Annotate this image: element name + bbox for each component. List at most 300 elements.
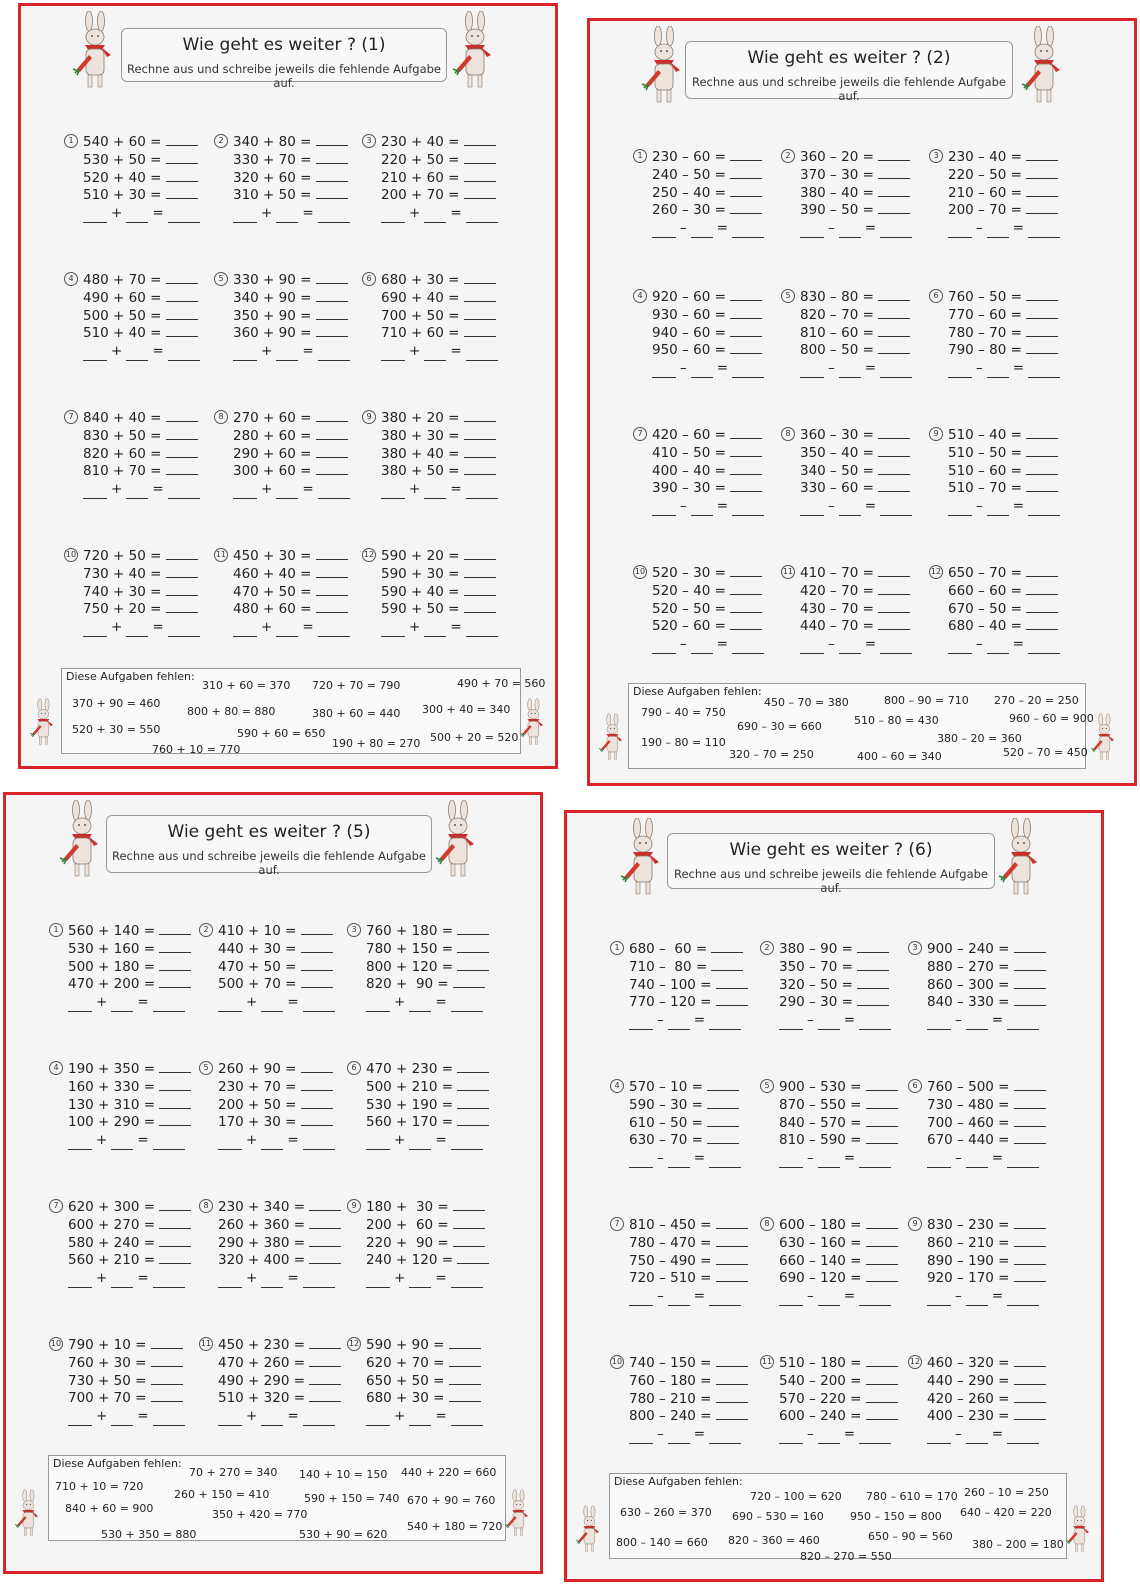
answer-blank[interactable] [301,1114,333,1126]
missing-task-row[interactable]: + = [68,1132,208,1150]
missing-task: 520 – 70 = 450 [1003,746,1088,759]
missing-task-row[interactable]: – = [779,1426,919,1444]
answer-blank[interactable] [151,1337,183,1349]
answer-blank[interactable] [301,959,333,971]
bunny-with-carrot-icon [1065,1503,1095,1555]
answer-blank[interactable] [151,1355,183,1367]
answer-blank[interactable] [866,1132,898,1144]
answer-blank[interactable] [166,308,198,320]
missing-task: 950 – 150 = 800 [850,1510,942,1523]
answer-blank[interactable] [457,1114,489,1126]
answer-blank[interactable] [878,427,910,439]
missing-tasks-label: Diese Aufgaben fehlen: [53,1457,182,1470]
exercise-line: 320 + 60 = [233,170,373,188]
missing-task-row[interactable]: + = [218,1270,358,1288]
circled-number-icon: 4 [610,1079,624,1093]
missing-task-row[interactable]: – = [948,360,1088,378]
answer-blank[interactable] [730,427,762,439]
answer-blank[interactable] [1014,1217,1046,1229]
answer-blank[interactable] [1014,1097,1046,1109]
answer-blank[interactable] [159,1217,191,1229]
exercise-line: 200 – 70 = [948,202,1088,220]
answer-blank[interactable] [316,548,348,560]
exercise-block [909,1355,1067,1444]
missing-task-row[interactable]: + = [233,343,373,361]
answer-blank[interactable] [730,583,762,595]
answer-blank[interactable] [857,977,889,989]
answer-blank[interactable] [159,1114,191,1126]
answer-blank[interactable] [1014,1355,1046,1367]
exercise-line: 590 – 30 = [629,1097,769,1115]
circled-number-icon: 4 [49,1061,63,1075]
exercise-line: 420 – 70 = [800,583,940,601]
answer-blank[interactable] [166,325,198,337]
answer-blank[interactable] [1014,1253,1046,1265]
answer-blank[interactable] [878,463,910,475]
answer-blank[interactable] [316,601,348,613]
answer-blank[interactable] [464,170,496,182]
answer-blank[interactable] [464,446,496,458]
missing-task-row[interactable]: + = [381,205,521,223]
answer-blank[interactable] [159,1252,191,1264]
answer-blank[interactable] [464,601,496,613]
missing-task-row[interactable]: – = [948,220,1088,238]
answer-blank[interactable] [730,202,762,214]
answer-blank[interactable] [1014,941,1046,953]
exercise-line: 440 + 30 = [218,941,358,959]
answer-blank[interactable] [166,152,198,164]
answer-blank[interactable] [1014,1115,1046,1127]
exercise-block [203,1199,358,1288]
answer-blank[interactable] [301,1097,333,1109]
answer-blank[interactable] [1026,601,1058,613]
answer-blank[interactable] [309,1235,341,1247]
answer-blank[interactable] [1014,1132,1046,1144]
answer-blank[interactable] [166,463,198,475]
missing-task-row[interactable]: – = [800,220,940,238]
answer-blank[interactable] [716,994,748,1006]
circled-number-icon: 7 [49,1199,63,1213]
answer-blank[interactable] [1014,959,1046,971]
answer-blank[interactable] [457,923,489,935]
missing-task-row[interactable]: + = [68,1270,208,1288]
answer-blank[interactable] [301,923,333,935]
answer-blank[interactable] [730,325,762,337]
exercise-line: 380 + 40 = [381,446,521,464]
answer-blank[interactable] [878,618,910,630]
sheet-title: Wie geht es weiter ? (1) [182,35,386,55]
answer-blank[interactable] [464,308,496,320]
exercise-line: 760 – 500 = [927,1079,1067,1097]
missing-task-row[interactable]: + = [218,994,358,1012]
answer-blank[interactable] [159,959,191,971]
answer-blank[interactable] [301,976,333,988]
answer-blank[interactable] [464,410,496,422]
answer-blank[interactable] [166,170,198,182]
answer-blank[interactable] [316,308,348,320]
exercise-line: 830 + 50 = [83,428,223,446]
answer-blank[interactable] [1026,325,1058,337]
missing-task-row[interactable]: + = [83,619,223,637]
answer-blank[interactable] [309,1217,341,1229]
answer-blank[interactable] [159,1079,191,1091]
exercise-line: 690 – 120 = [779,1270,919,1288]
answer-blank[interactable] [316,428,348,440]
answer-blank[interactable] [166,446,198,458]
exercise-block [203,1061,358,1150]
answer-blank[interactable] [457,959,489,971]
answer-blank[interactable] [716,1235,748,1247]
answer-blank[interactable] [316,410,348,422]
missing-task-row[interactable]: – = [652,636,792,654]
answer-blank[interactable] [1026,427,1058,439]
exercise-line: 800 – 50 = [800,342,940,360]
exercise-block [912,1217,1067,1306]
answer-blank[interactable] [309,1337,341,1349]
circled-number-icon: 2 [199,923,213,937]
answer-blank[interactable] [1014,1235,1046,1247]
answer-blank[interactable] [316,566,348,578]
answer-blank[interactable] [730,307,762,319]
answer-blank[interactable] [1014,1391,1046,1403]
missing-task-row[interactable]: – = [800,498,940,516]
answer-blank[interactable] [707,1132,739,1144]
answer-blank[interactable] [716,1253,748,1265]
answer-blank[interactable] [1026,618,1058,630]
exercise-line: 650 – 70 = [948,565,1088,583]
missing-task-row[interactable]: + = [218,1132,358,1150]
missing-task-row[interactable]: – = [800,636,940,654]
answer-blank[interactable] [716,1217,748,1229]
exercise-line: 770 – 120 = [629,994,769,1012]
missing-task-row[interactable]: + = [366,1408,506,1426]
exercise-line: 670 – 50 = [948,601,1088,619]
missing-task-row[interactable]: – = [629,1426,769,1444]
answer-blank[interactable] [166,566,198,578]
missing-task-row[interactable]: – = [779,1288,919,1306]
answer-blank[interactable] [878,202,910,214]
answer-blank[interactable] [1014,1373,1046,1385]
answer-blank[interactable] [464,187,496,199]
answer-blank[interactable] [878,445,910,457]
answer-blank[interactable] [464,428,496,440]
answer-blank[interactable] [857,941,889,953]
answer-blank[interactable] [1026,565,1058,577]
answer-blank[interactable] [866,1235,898,1247]
exercise-line: 380 + 30 = [381,428,521,446]
circled-number-icon: 5 [760,1079,774,1093]
answer-blank[interactable] [878,601,910,613]
answer-blank[interactable] [159,1097,191,1109]
answer-blank[interactable] [1014,1408,1046,1420]
answer-blank[interactable] [309,1252,341,1264]
answer-blank[interactable] [166,584,198,596]
missing-task: 270 – 20 = 250 [994,694,1079,707]
answer-blank[interactable] [730,601,762,613]
missing-task-row[interactable]: – = [629,1150,769,1168]
answer-blank[interactable] [464,325,496,337]
exercise-block [785,149,940,238]
missing-task-row[interactable]: – = [652,220,792,238]
answer-blank[interactable] [301,941,333,953]
answer-blank[interactable] [159,976,191,988]
missing-task: 630 – 260 = 370 [620,1506,712,1519]
answer-blank[interactable] [1026,445,1058,457]
answer-blank[interactable] [711,959,743,971]
missing-task-row[interactable]: – = [927,1012,1067,1030]
answer-blank[interactable] [464,584,496,596]
missing-task-row[interactable]: – = [652,360,792,378]
circled-number-icon: 6 [347,1061,361,1075]
answer-blank[interactable] [316,290,348,302]
answer-blank[interactable] [730,565,762,577]
bunny-with-carrot-icon [1020,26,1070,104]
answer-blank[interactable] [464,290,496,302]
answer-blank[interactable] [301,1061,333,1073]
exercise-line: 620 + 300 = [68,1199,208,1217]
missing-task-row[interactable]: + = [233,205,373,223]
answer-blank[interactable] [730,289,762,301]
exercise-block [351,923,506,1012]
answer-blank[interactable] [716,1270,748,1282]
answer-blank[interactable] [1026,342,1058,354]
answer-blank[interactable] [866,1270,898,1282]
missing-task-row[interactable]: – = [948,498,1088,516]
answer-blank[interactable] [1014,994,1046,1006]
answer-blank[interactable] [878,289,910,301]
answer-blank[interactable] [464,134,496,146]
answer-blank[interactable] [1014,1270,1046,1282]
missing-task-row[interactable]: – = [779,1150,919,1168]
missing-task-row[interactable]: + = [83,205,223,223]
answer-blank[interactable] [159,1235,191,1247]
answer-blank[interactable] [866,1355,898,1367]
answer-blank[interactable] [866,1097,898,1109]
answer-blank[interactable] [159,1061,191,1073]
answer-blank[interactable] [449,1355,481,1367]
answer-blank[interactable] [730,480,762,492]
missing-task-row[interactable]: + = [233,619,373,637]
answer-blank[interactable] [1026,149,1058,161]
answer-blank[interactable] [878,342,910,354]
exercise-line: 340 + 80 = [233,134,373,152]
answer-blank[interactable] [711,941,743,953]
exercise-line: 560 + 210 = [68,1252,208,1270]
answer-blank[interactable] [1026,185,1058,197]
answer-blank[interactable] [166,428,198,440]
answer-blank[interactable] [453,1199,485,1211]
answer-blank[interactable] [707,1079,739,1091]
missing-task-row[interactable]: + = [218,1408,358,1426]
answer-blank[interactable] [457,1252,489,1264]
missing-task-row[interactable]: – = [629,1012,769,1030]
answer-blank[interactable] [1026,289,1058,301]
answer-blank[interactable] [730,167,762,179]
answer-blank[interactable] [457,941,489,953]
answer-blank[interactable] [464,152,496,164]
missing-task-row[interactable]: + = [381,343,521,361]
missing-task-row[interactable]: – = [779,1012,919,1030]
answer-blank[interactable] [857,994,889,1006]
missing-task-row[interactable]: – = [927,1426,1067,1444]
missing-task-row[interactable]: – = [948,636,1088,654]
answer-blank[interactable] [316,463,348,475]
circled-number-icon: 5 [781,289,795,303]
exercise-line: 350 – 40 = [800,445,940,463]
answer-blank[interactable] [457,1061,489,1073]
answer-blank[interactable] [464,272,496,284]
answer-blank[interactable] [716,1373,748,1385]
answer-blank[interactable] [707,1115,739,1127]
answer-blank[interactable] [464,463,496,475]
answer-blank[interactable] [453,1235,485,1247]
answer-blank[interactable] [857,959,889,971]
answer-blank[interactable] [309,1373,341,1385]
exercise-block [68,272,223,361]
missing-task-row[interactable]: – = [927,1288,1067,1306]
answer-blank[interactable] [159,1199,191,1211]
answer-blank[interactable] [716,977,748,989]
missing-task-row[interactable]: – = [927,1150,1067,1168]
worksheet-2 [587,18,1137,786]
answer-blank[interactable] [449,1390,481,1402]
answer-blank[interactable] [730,149,762,161]
answer-blank[interactable] [878,307,910,319]
small-bunny-left-icon [29,696,59,748]
answer-blank[interactable] [166,290,198,302]
answer-blank[interactable] [457,1097,489,1109]
answer-blank[interactable] [866,1253,898,1265]
answer-blank[interactable] [866,1115,898,1127]
answer-blank[interactable] [866,1079,898,1091]
exercise-line: 400 – 230 = [927,1408,1067,1426]
answer-blank[interactable] [166,548,198,560]
exercise-block [764,941,919,1030]
answer-blank[interactable] [730,185,762,197]
exercise-line: 330 + 90 = [233,272,373,290]
exercise-line: 950 – 60 = [652,342,792,360]
answer-blank[interactable] [878,480,910,492]
answer-blank[interactable] [716,1355,748,1367]
circled-number-icon: 3 [929,149,943,163]
answer-blank[interactable] [453,1217,485,1229]
answer-blank[interactable] [878,565,910,577]
missing-task-row[interactable]: – = [652,498,792,516]
answer-blank[interactable] [316,584,348,596]
exercise-line: 520 – 50 = [652,601,792,619]
answer-blank[interactable] [309,1355,341,1367]
answer-blank[interactable] [159,941,191,953]
exercise-block [764,1079,919,1168]
answer-blank[interactable] [1014,1079,1046,1091]
answer-blank[interactable] [1026,307,1058,319]
answer-blank[interactable] [866,1391,898,1403]
answer-blank[interactable] [151,1390,183,1402]
answer-blank[interactable] [166,187,198,199]
answer-blank[interactable] [449,1373,481,1385]
answer-blank[interactable] [316,446,348,458]
answer-blank[interactable] [301,1079,333,1091]
answer-blank[interactable] [707,1097,739,1109]
answer-blank[interactable] [1026,167,1058,179]
answer-blank[interactable] [453,976,485,988]
missing-task-row[interactable]: – = [800,360,940,378]
missing-task-row[interactable]: + = [366,994,506,1012]
answer-blank[interactable] [730,342,762,354]
answer-blank[interactable] [316,134,348,146]
answer-blank[interactable] [166,134,198,146]
answer-blank[interactable] [1026,202,1058,214]
missing-task-row[interactable]: + = [68,994,208,1012]
exercise-line: 510 – 40 = [948,427,1088,445]
missing-task-row[interactable]: + = [83,481,223,499]
missing-task-row[interactable]: + = [381,619,521,637]
answer-blank[interactable] [878,149,910,161]
answer-blank[interactable] [1026,583,1058,595]
answer-blank[interactable] [316,187,348,199]
answer-blank[interactable] [716,1408,748,1420]
answer-blank[interactable] [716,1391,748,1403]
answer-blank[interactable] [166,410,198,422]
answer-blank[interactable] [878,185,910,197]
answer-blank[interactable] [878,325,910,337]
missing-task-row[interactable]: + = [233,481,373,499]
exercise-line: 360 – 20 = [800,149,940,167]
circled-number-icon: 2 [214,134,228,148]
answer-blank[interactable] [730,463,762,475]
answer-blank[interactable] [457,1079,489,1091]
answer-blank[interactable] [878,167,910,179]
answer-blank[interactable] [316,152,348,164]
missing-task-row[interactable]: + = [366,1132,506,1150]
missing-task: 70 + 270 = 340 [189,1466,278,1479]
answer-blank[interactable] [166,601,198,613]
answer-blank[interactable] [1026,480,1058,492]
exercise-line: 540 – 200 = [779,1373,919,1391]
answer-blank[interactable] [309,1199,341,1211]
missing-task-row[interactable]: + = [68,1408,208,1426]
answer-blank[interactable] [878,583,910,595]
answer-blank[interactable] [730,445,762,457]
exercise-block [785,427,940,516]
worksheet-6 [564,810,1104,1582]
missing-task-row[interactable]: + = [83,343,223,361]
answer-blank[interactable] [316,170,348,182]
exercise-line: 510 – 180 = [779,1355,919,1373]
exercise-line: 400 – 40 = [652,463,792,481]
answer-blank[interactable] [316,272,348,284]
answer-blank[interactable] [866,1408,898,1420]
exercise-line: 410 + 10 = [218,923,358,941]
missing-task: 720 + 70 = 790 [312,679,401,692]
answer-blank[interactable] [166,272,198,284]
answer-blank[interactable] [1026,463,1058,475]
answer-blank[interactable] [309,1390,341,1402]
answer-blank[interactable] [316,325,348,337]
answer-blank[interactable] [449,1337,481,1349]
answer-blank[interactable] [730,618,762,630]
answer-blank[interactable] [1014,977,1046,989]
missing-task-row[interactable]: + = [366,1270,506,1288]
missing-task-row[interactable]: + = [381,481,521,499]
answer-blank[interactable] [866,1373,898,1385]
answer-blank[interactable] [464,566,496,578]
missing-task-row[interactable]: – = [629,1288,769,1306]
answer-blank[interactable] [159,923,191,935]
answer-blank[interactable] [151,1373,183,1385]
answer-blank[interactable] [866,1217,898,1229]
answer-blank[interactable] [464,548,496,560]
